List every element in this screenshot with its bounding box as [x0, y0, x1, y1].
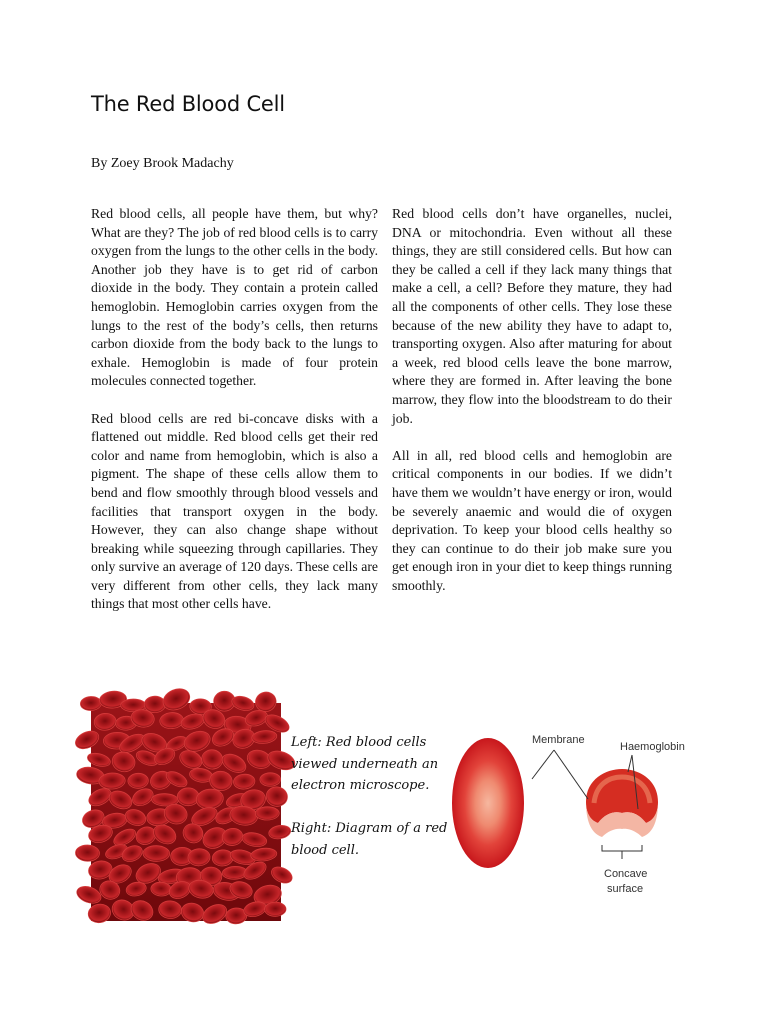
blood-cell-shape — [128, 773, 149, 789]
label-membrane: Membrane — [532, 734, 585, 746]
left-text-column — [91, 205, 378, 633]
blood-cell-shape — [264, 902, 286, 917]
label-surface: surface — [607, 883, 644, 895]
blood-cell-shape — [144, 696, 165, 713]
page-title: The Red Blood Cell — [91, 92, 285, 116]
cell-cross-section — [586, 769, 658, 837]
figure-caption — [291, 732, 451, 883]
label-haemoglobin: Haemoglobin — [620, 741, 685, 753]
paragraph: All in all, red blood cells and hemoglobin are critical components in our bodies. If we didn’t have them we wouldn’t have energy or iron, would be severely anaemic and would die of oxygen deprivation. To keep your blood cells healthy so they can continue to do their job make sure you get enough iron in your diet to keep things running smoothly. — [392, 447, 672, 593]
blood-cell-shape — [75, 845, 100, 862]
label-concave: Concave — [604, 868, 648, 880]
paragraph: Red blood cells don’t have organelles, nuclei, DNA or mitochondria. Even without all these things, they are still considered cells. But how can they be called a cell if they lack many things that make a cell, a cell? Before they mature, they had all the components of other cells. They lose these because of the new ability they have to adapt to, transporting oxygen. Also after maturing for about a week, red blood cells leave the bone marrow, where they are formed in. After leaving the bone marrow, they flow into the bloodstream to do their job. — [392, 206, 672, 426]
red-blood-cells-photo — [91, 703, 281, 921]
red-blood-cell-diagram — [446, 727, 685, 907]
microscope-image — [91, 703, 281, 921]
blood-cell-shape — [260, 773, 281, 787]
paragraph: Red blood cells are red bi-concave disks with a flattened out middle. Red blood cells get their red color and name from hemoglobin, which is also a pigment. The shape of these cells allow them to bend and flow smoothly through blood vessels and facilities that transport oxygen in the body. However, they can also change shape without breaking while squeezing through capillaries. They only survive an average of 120 days. These cells are very different from other cells, they lack many things that most other cells have. — [91, 410, 378, 612]
paragraph: Red blood cells, all people have them, but why? What are they? The job of red blood cells is to carry oxygen from the lungs to the other cells in the body. Another job they have is to get rid of carbon dioxide in the body. They contain a protein called hemoglobin. Hemoglobin carries oxygen from the lungs to the rest of the body’s cells, then returns carbon dioxide from the body back to the lungs to exhale. Hemoglobin is made of four protein molecules connected together. — [91, 206, 378, 389]
blood-cell-shape — [255, 807, 279, 821]
right-text-column — [392, 205, 672, 614]
caption-left: Left: Red blood cells viewed underneath an electron microscope. — [291, 735, 439, 793]
author-byline: By Zoey Brook Madachy — [91, 156, 234, 171]
cell-face-view — [452, 738, 524, 868]
blood-cell-shape — [177, 788, 199, 806]
blood-cell-shape — [143, 845, 170, 861]
caption-right: Right: Diagram of a red blood cell. — [291, 821, 448, 858]
